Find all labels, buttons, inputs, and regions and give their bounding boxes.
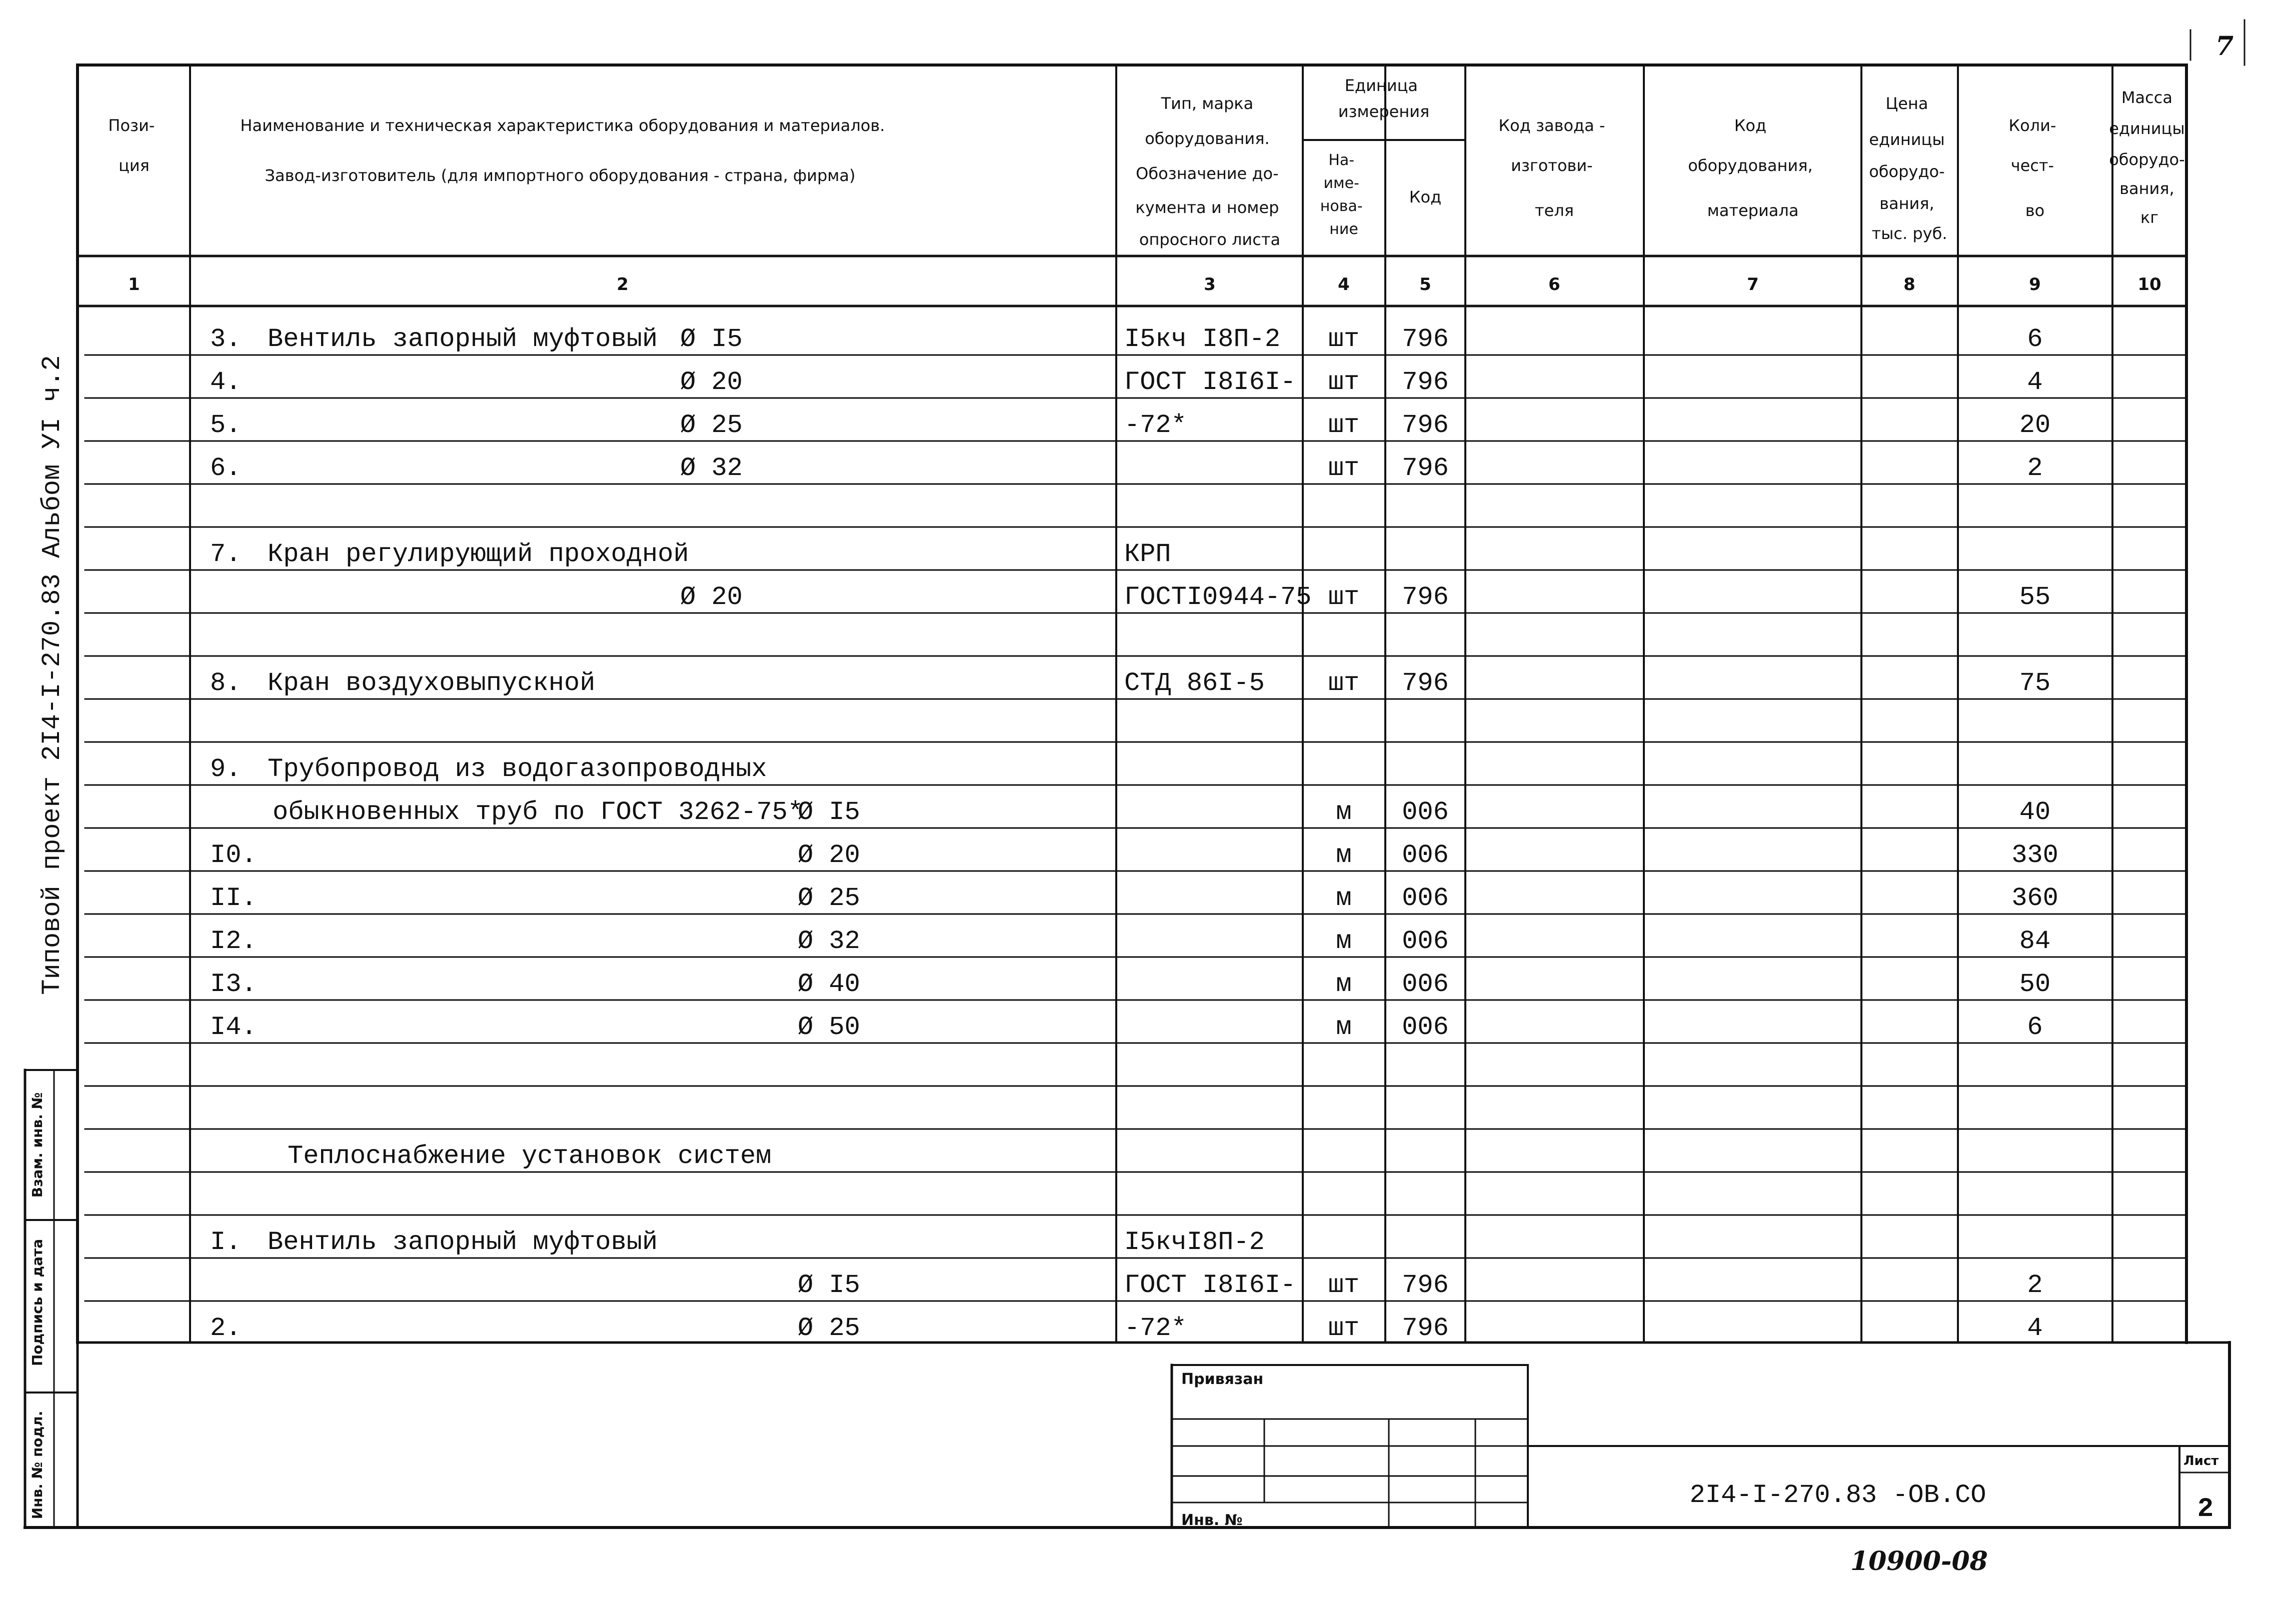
row-quantity: 40 <box>2019 798 2051 827</box>
row-unit-code: 796 <box>1402 454 1449 483</box>
row-diameter: Ø I5 <box>680 324 743 354</box>
header-col2: Наименование и техническая характеристика оборудования и материалов. Завод-изготовитель (для импортного оборудования - страна, фирма) <box>240 116 885 185</box>
header-col8: Цена единицы оборудо- вания, тыс. руб. <box>1869 94 1947 243</box>
row-type: СТД 86I-5 <box>1124 668 1265 698</box>
row-unit-code: 006 <box>1402 798 1449 827</box>
row-quantity: 2 <box>2027 1270 2043 1300</box>
row-diameter: Ø 25 <box>798 884 860 913</box>
row-position: 6. <box>210 454 242 483</box>
row-diameter: Ø 50 <box>798 1012 860 1042</box>
row-unit: шт <box>1328 454 1360 483</box>
row-name: Кран регулирующий проходной <box>268 540 689 569</box>
row-unit: м <box>1336 926 1352 956</box>
row-position: 3. <box>210 324 242 354</box>
header-unit: Единица измерения <box>1338 76 1430 121</box>
row-position: 7. <box>210 540 242 569</box>
row-unit: шт <box>1328 1270 1360 1300</box>
row-quantity: 84 <box>2019 926 2051 956</box>
header-col9: Коли- чест- во <box>2008 116 2056 220</box>
column-number: 5 <box>1419 274 1431 294</box>
row-unit-code: 006 <box>1402 840 1449 870</box>
row-quantity: 4 <box>2027 368 2043 397</box>
row-quantity: 4 <box>2027 1314 2043 1343</box>
row-unit-code: 796 <box>1402 368 1449 397</box>
row-position: I3. <box>210 970 257 999</box>
row-unit: м <box>1336 970 1352 999</box>
stamp-inv-podl: Инв. № подл. <box>29 1410 46 1520</box>
row-unit: м <box>1336 840 1352 870</box>
row-quantity: 6 <box>2027 1012 2043 1042</box>
row-quantity: 360 <box>2011 884 2058 913</box>
column-number: 4 <box>1338 274 1350 294</box>
row-name: Теплоснабжение установок систем <box>288 1142 772 1171</box>
sheet-number: 2 <box>2197 1494 2214 1524</box>
row-quantity: 2 <box>2027 454 2043 483</box>
row-position: 8. <box>210 668 242 698</box>
row-type: -72* <box>1124 410 1187 440</box>
row-type: ГОСТ I8I6I- <box>1124 1270 1296 1300</box>
header-col1: Пози- ция <box>108 116 155 175</box>
inv-label: Инв. № <box>1181 1512 1243 1529</box>
row-diameter: Ø I5 <box>798 1270 860 1300</box>
row-unit-code: 006 <box>1402 926 1449 956</box>
row-unit: м <box>1336 798 1352 827</box>
row-unit: шт <box>1328 368 1360 397</box>
row-unit: шт <box>1328 324 1360 354</box>
stamp-vzam-inv: Взам. инв. № <box>29 1092 46 1198</box>
sheet-label: Лист <box>2183 1454 2219 1468</box>
row-quantity: 6 <box>2027 324 2043 354</box>
row-name: обыкновенных труб по ГОСТ 3262-75* <box>273 798 803 827</box>
table-body <box>210 324 2058 1343</box>
row-type: I5кчI8П-2 <box>1124 1228 1265 1257</box>
row-position: 2. <box>210 1314 242 1343</box>
table-header <box>108 76 2189 249</box>
row-position: I2. <box>210 926 257 956</box>
column-number: 6 <box>1548 274 1560 294</box>
header-col10: Масса единицы оборудо- вания, кг <box>2109 88 2185 227</box>
row-unit-code: 796 <box>1402 1270 1449 1300</box>
row-diameter: Ø 25 <box>680 410 743 440</box>
row-unit-code: 006 <box>1402 884 1449 913</box>
row-diameter: Ø 20 <box>680 582 743 612</box>
side-title: Типовой проект 2I4-I-270.83 Альбом УI ч.2 <box>38 355 67 995</box>
row-type: -72* <box>1124 1314 1187 1343</box>
row-position: I. <box>210 1228 242 1257</box>
row-unit-code: 796 <box>1402 324 1449 354</box>
row-quantity: 330 <box>2011 840 2058 870</box>
row-unit: шт <box>1328 668 1360 698</box>
row-type: I5кч I8П-2 <box>1124 324 1281 354</box>
row-type: ГОСТI0944-75 <box>1124 582 1312 612</box>
row-unit: шт <box>1328 582 1360 612</box>
column-number: 1 <box>128 274 140 294</box>
column-number: 7 <box>1747 274 1759 294</box>
header-col3: Тип, марка оборудования. Обозначение до- кумента и номер опросного листа <box>1135 94 1281 249</box>
row-unit: м <box>1336 884 1352 913</box>
header-col5: Код <box>1409 188 1442 206</box>
row-unit-code: 796 <box>1402 1314 1449 1343</box>
row-name: Трубопровод из водогазопроводных <box>268 754 767 784</box>
row-unit: шт <box>1328 410 1360 440</box>
document-code: 2I4-I-270.83 -ОВ.СО <box>1689 1480 1986 1510</box>
row-quantity: 20 <box>2019 410 2051 440</box>
column-number: 2 <box>617 274 629 294</box>
row-type: КРП <box>1124 540 1171 569</box>
row-unit-code: 796 <box>1402 410 1449 440</box>
header-col6: Код завода - изготови- теля <box>1498 116 1605 220</box>
row-diameter: Ø 25 <box>798 1314 860 1343</box>
header-col4: На- име- нова- ние <box>1320 152 1363 238</box>
archive-number: 10900-08 <box>1850 1546 1988 1576</box>
column-number: 3 <box>1204 274 1216 294</box>
row-unit-code: 006 <box>1402 970 1449 999</box>
column-number: 9 <box>2029 274 2041 294</box>
row-position: 9. <box>210 754 242 784</box>
row-diameter: Ø I5 <box>798 798 860 827</box>
column-number: 10 <box>2137 274 2161 294</box>
row-position: 5. <box>210 410 242 440</box>
stamp-podpis-data: Подпись и дата <box>29 1238 46 1366</box>
row-unit-code: 796 <box>1402 582 1449 612</box>
row-quantity: 55 <box>2019 582 2051 612</box>
row-diameter: Ø 20 <box>798 840 860 870</box>
row-position: II. <box>210 884 257 913</box>
row-position: I4. <box>210 1012 257 1042</box>
column-numbers <box>128 274 2161 294</box>
row-name: Кран воздуховыпускной <box>268 668 596 698</box>
row-unit-code: 006 <box>1402 1012 1449 1042</box>
header-col7: Код оборудования, материала <box>1688 116 1813 220</box>
row-diameter: Ø 20 <box>680 368 743 397</box>
row-name: Вентиль запорный муфтовый <box>268 1228 658 1257</box>
column-number: 8 <box>1903 274 1915 294</box>
row-diameter: Ø 32 <box>798 926 860 956</box>
row-type: ГОСТ I8I6I- <box>1124 368 1296 397</box>
row-quantity: 75 <box>2019 668 2051 698</box>
row-unit: м <box>1336 1012 1352 1042</box>
row-position: 4. <box>210 368 242 397</box>
row-position: I0. <box>210 840 257 870</box>
row-unit-code: 796 <box>1402 668 1449 698</box>
row-diameter: Ø 40 <box>798 970 860 999</box>
row-name: Вентиль запорный муфтовый <box>268 324 658 354</box>
row-quantity: 50 <box>2019 970 2051 999</box>
privyazan-label: Привязан <box>1181 1370 1264 1388</box>
corner-number: 7 <box>2215 31 2234 62</box>
row-unit: шт <box>1328 1314 1360 1343</box>
row-diameter: Ø 32 <box>680 454 743 483</box>
